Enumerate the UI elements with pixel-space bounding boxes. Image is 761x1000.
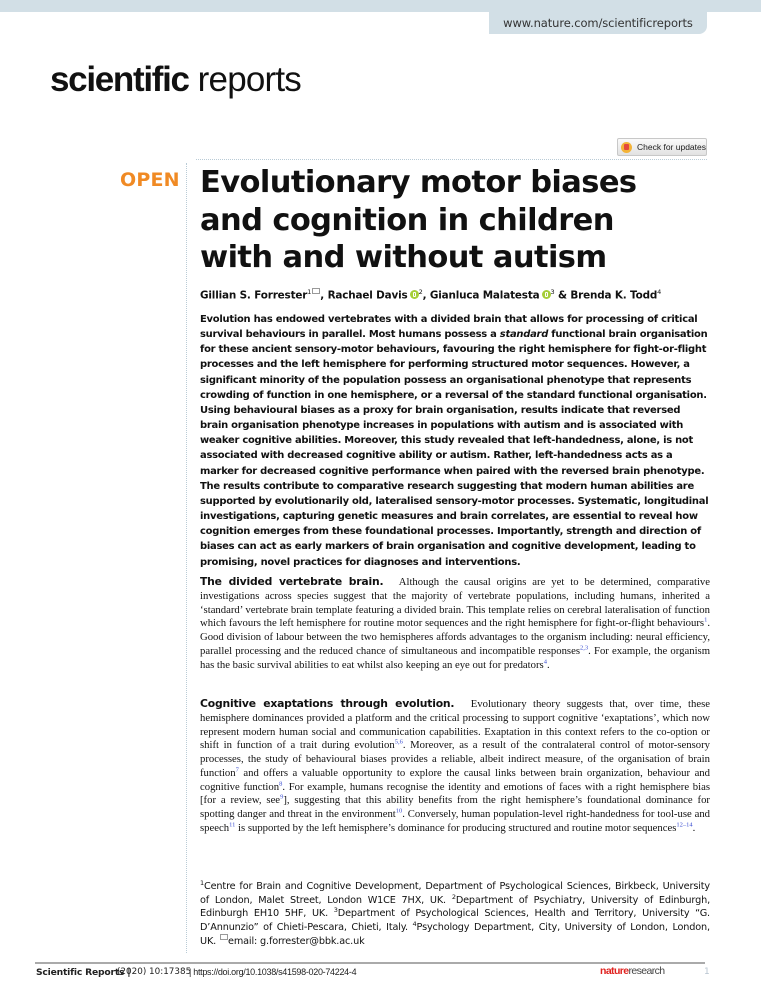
mail-icon[interactable]: [312, 288, 320, 294]
article-title: Evolutionary motor biases and cognition in children with and without autism: [200, 165, 637, 275]
affiliation-number: 4: [412, 919, 417, 928]
body-text: is supported by the left hemisphere’s dominance for producing structured and routine motor sequences: [235, 821, 677, 834]
citation-link[interactable]: 5,6: [394, 738, 403, 746]
header-band: [0, 0, 761, 12]
body-text: . For example, humans recognise the identity and emotions of faces with a right hemisphere bias [for a review, see: [200, 780, 710, 807]
horizontal-divider: [196, 159, 707, 160]
logo-light: reports: [197, 60, 302, 99]
body-text: .: [546, 658, 550, 671]
citation-link[interactable]: 10: [395, 807, 403, 815]
author-separator: ,: [320, 289, 328, 302]
author-list: [200, 288, 661, 301]
author-name[interactable]: Brenda K. Todd: [570, 289, 658, 302]
body-text: . Good division of labour between the two hemispheres affords advantages to the organism including: neural efficiency, parallel processing and the reduced chance of simultaneous and incompatible responses: [200, 617, 710, 657]
footer-volume: (2020) 10:17385: [117, 967, 192, 977]
journal-logo: [50, 62, 301, 97]
email-link[interactable]: g.forrester@bbk.ac.uk: [260, 936, 365, 947]
citation-link[interactable]: 12–14: [676, 821, 693, 829]
author-affiliation-number: 3: [550, 288, 555, 296]
citation-link[interactable]: 8: [279, 779, 283, 787]
affiliation-number: 3: [333, 905, 338, 914]
author-affiliation-number: 1: [307, 288, 312, 296]
footer-divider: [35, 962, 705, 964]
abstract-text: functional brain organisation for these ancient sensory-motor behaviours, favouring the right hemisphere for fight-or-flight processes and the left hemisphere for performing structured motor sequences. However, a significant minority of the population possess an organisational phenotype that represents crowding of function in one hemisphere, or a reversal of the standard functional organisation. Using behavioural biases as a proxy for brain organisation, results indicate that reversed brain organisation phenotype increases in populations with autism and is associated with weaker cognitive abilities. Moreover, this study revealed that left-handedness, alone, is not associated with decreased cognitive ability or autism. Rather, left-handedness acts as a marker for decreased cognitive performance when paired with the reversed brain phenotype. The results contribute to comparative research suggesting that modern human abilities are supported by evolutionarily old, lateralised sensory-motor processes. Systematic, longitudinal investigations, capturing genetic measures and brain correlates, are essential to reveal how cognition emerges from these foundational processes. Importantly, strength and direction of biases can act as early markers of brain organisation and cognitive development, leading to promising, novel practices for diagnoses and interventions.: [200, 329, 709, 568]
brand-nature: nature: [600, 965, 629, 977]
affiliation-text: Centre for Brain and Cognitive Development, Department of Psychological Sciences, Birkbeck, University of London, Malet Street, London W1CE 7HX, UK.: [200, 881, 710, 906]
author-name[interactable]: Gianluca Malatesta: [429, 289, 540, 302]
mail-icon: [220, 934, 228, 940]
author-affiliation-number: 2: [418, 288, 423, 296]
affiliation-number: 1: [200, 878, 204, 887]
affiliations: [200, 880, 710, 949]
citation-link[interactable]: 11: [229, 821, 236, 829]
journal-url[interactable]: www.nature.com/scientificreports: [489, 12, 707, 34]
body-text: and offers a valuable opportunity to explore the causal links between brain organization, behaviour and cognitive function: [200, 766, 710, 793]
check-for-updates-label: Check for updates: [637, 142, 706, 152]
body-text: ], suggesting that this ability benefits from the right hemisphere’s foundational dominance for spotting danger and threat in the environment: [200, 794, 710, 820]
body-text: .: [692, 821, 696, 834]
body-text: . Moreover, as a result of the contralateral control of motor-sensory processes, the study of behavioural biases provides a reliable, albeit indirect measure, of the organisation of brain function: [200, 739, 710, 779]
affiliation-text: Department of Psychiatry, University of Edinburgh, Edinburgh EH10 5HF, UK.: [200, 894, 710, 919]
author-affiliation-number: 4: [657, 288, 662, 296]
section-heading: The divided vertebrate brain.: [200, 575, 384, 588]
author-separator: ,: [422, 289, 430, 302]
author-name[interactable]: Rachael Davis: [327, 289, 408, 302]
affiliation-text: Psychology Department, City, University of London, London, UK.: [200, 921, 710, 947]
open-access-label: OPEN: [120, 169, 180, 191]
footer-doi-link[interactable]: | https://doi.org/10.1038/s41598-020-74224-4: [189, 967, 357, 977]
citation-link[interactable]: 1: [704, 616, 708, 624]
vertical-divider: [186, 163, 187, 953]
page-number: 1: [704, 967, 710, 977]
footer-journal: Scientific Reports |: [36, 967, 131, 978]
bookmark-icon: [621, 142, 632, 153]
citation-link[interactable]: 2,3: [579, 644, 589, 652]
body-text: Although the causal origins are yet to be determined, comparative investigations across species suggest that the majority of vertebrate populations, including humans, inherited a ‘standard’ vertebrate brain template featuring a divided brain. This template relies on cerebral lateralisation of function which favours the left hemisphere for routine motor sequences and the right hemisphere for fight-or-flight behaviours: [200, 576, 710, 630]
brand-research: research: [628, 965, 665, 977]
body-text: Evolutionary theory suggests that, over time, these hemisphere dominances provided a platform and the critical processing to support cognitive ‘exaptations’, which now represent modern human social and communication capabilities. Exaptation in this context refers to the co-option or shift in function of a trait during evolution: [200, 698, 710, 752]
body-text: . Conversely, human population-level right-handedness for tool-use and speech: [200, 808, 711, 834]
email-label: email:: [228, 936, 261, 947]
affiliation-text: Department of Psychological Sciences, Health and Territory, University “G. D’Annunzio” of Chieti-Pescara, Chieti, Italy.: [200, 908, 710, 933]
citation-link[interactable]: 9: [280, 793, 284, 801]
citation-link[interactable]: 7: [235, 766, 239, 774]
abstract-text: Evolution has endowed vertebrates with a divided brain that allows for processing of critical survival behaviours in parallel. Most humans possess a: [200, 314, 698, 341]
abstract-emphasis: standard: [499, 329, 549, 341]
orcid-icon[interactable]: [410, 290, 419, 299]
logo-bold: scientific: [50, 60, 189, 99]
author-separator: &: [554, 289, 571, 302]
nature-research-logo: [600, 965, 665, 977]
section-heading: Cognitive exaptations through evolution.: [200, 697, 455, 710]
section-divided-brain: [200, 575, 710, 672]
check-for-updates-button[interactable]: [617, 138, 707, 156]
abstract: [200, 312, 710, 570]
orcid-icon[interactable]: [542, 290, 551, 299]
affiliation-number: 2: [451, 892, 456, 901]
section-cognitive-exaptations: [200, 697, 710, 836]
citation-link[interactable]: 4: [543, 657, 547, 665]
author-name[interactable]: Gillian S. Forrester: [200, 289, 308, 302]
body-text: . For example, the organism has the basic survival abilities to eat whilst also keeping an eye out for predators: [200, 644, 711, 671]
